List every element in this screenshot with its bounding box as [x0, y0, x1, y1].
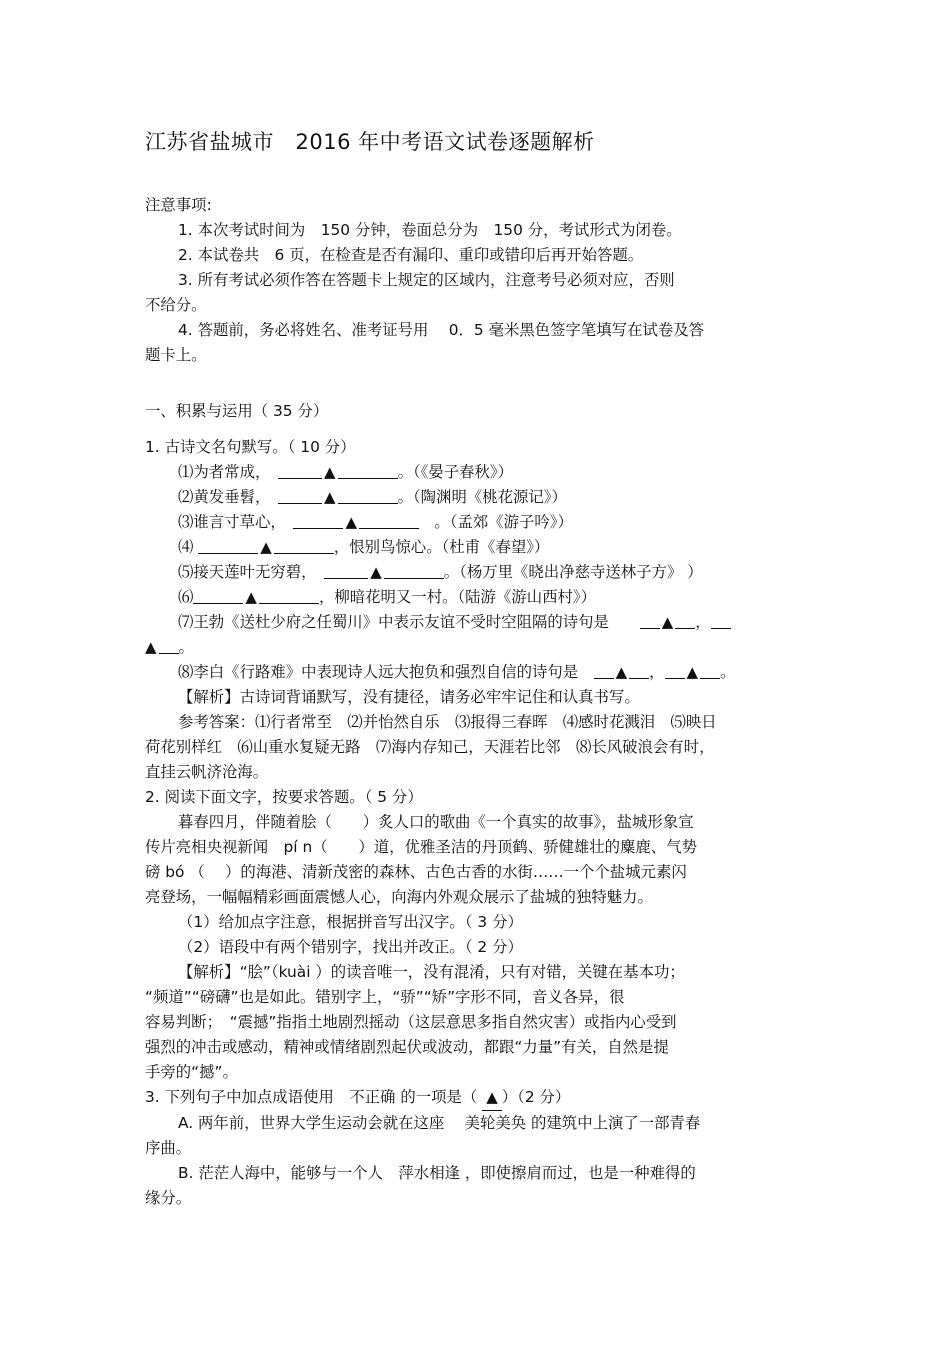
triangle-mark-icon: ▲	[370, 563, 382, 581]
dictation-line	[145, 585, 815, 610]
dictation-prompt: ⑸接天莲叶无穷碧，	[178, 563, 325, 581]
answer-blank	[594, 662, 614, 679]
dictation-line-cont	[145, 635, 815, 660]
comma: ，	[695, 613, 711, 631]
answer-blank	[278, 487, 322, 504]
dictation-prompt: ⑵黄发垂髫，	[178, 488, 279, 506]
answer-text: 直挂云帆济沧海。	[145, 763, 269, 781]
dictation-source: 。（《晏子春秋》）	[397, 463, 514, 481]
triangle-mark-icon: ▲	[661, 613, 674, 631]
answer-blank	[324, 562, 368, 579]
answer-blank	[700, 662, 720, 679]
answer-text: 荷花别样红 ⑹山重水复疑无路 ⑺海内存知己，天涯若比邻 ⑻长风破浪会有时，	[145, 738, 715, 756]
option-b-cont: 缘分。	[145, 1189, 192, 1207]
answer-blank	[665, 662, 685, 679]
question-3-text: 3. 下列句子中加点成语使用 不正确 的一项是（	[145, 1088, 483, 1106]
triangle-mark-icon: ▲	[145, 638, 157, 656]
triangle-mark-icon: ▲	[324, 488, 336, 506]
triangle-mark-icon: ▲	[324, 463, 336, 481]
dictation-prompt: ⑷	[178, 538, 199, 556]
triangle-mark-icon: ▲	[686, 663, 699, 681]
option-a: A. 两年前，世界大学生运动会就在这座 美轮美奂 的建筑中上演了一部青春	[178, 1114, 701, 1132]
question-1-title: 1. 古诗文名句默写。（ 10 分）	[145, 438, 356, 456]
dictation-source: ，柳暗花明又一村。（陆游《游山西村》）	[318, 588, 596, 606]
notice-item-cont: 题卡上。	[145, 346, 207, 364]
dictation-line	[145, 510, 815, 535]
dictation-source: 。（孟郊《游子吟》）	[418, 513, 573, 531]
analysis-text: 手旁的“撼”。	[145, 1063, 238, 1081]
notice-item-cont: 不给分。	[145, 296, 207, 314]
triangle-mark-icon: ▲	[615, 663, 628, 681]
document-body	[145, 193, 815, 1211]
dictation-line	[145, 460, 815, 485]
notice-item: 3. 所有考试必须作答在答题卡上规定的区域内，注意考号必须对应，否则	[178, 271, 675, 289]
triangle-mark-icon: ▲	[260, 538, 272, 556]
option-a-cont: 序曲。	[145, 1139, 192, 1157]
analysis-text: 【解析】古诗词背诵默写，没有捷径，请务必牢牢记住和认真书写。	[178, 688, 640, 706]
period: 。	[720, 663, 736, 681]
dictation-source: 。（陶渊明《桃花源记》）	[397, 488, 567, 506]
notice-heading: 注意事项:	[145, 196, 212, 214]
answer-blank	[338, 487, 398, 504]
passage-line: 亮登场，一幅幅精彩画面震憾人心，向海内外观众展示了盐城的独特魅力。	[145, 888, 653, 906]
passage-line: 暮春四月，伴随着脍（ ）炙人口的歌曲《一个真实的故事》，盐城形象宣	[178, 813, 694, 831]
question-3-title	[145, 1085, 815, 1111]
answer-text: 参考答案：⑴行者常至 ⑵并怡然自乐 ⑶报得三春晖 ⑷感时花溅泪 ⑸映日	[178, 713, 717, 731]
analysis-text: 强烈的冲击或感动，精神或情绪剧烈起伏或波动，都跟“力量”有关，自然是提	[145, 1038, 669, 1056]
dictation-prompt: ⑴为者常成，	[178, 463, 279, 481]
period: 。	[178, 638, 194, 656]
answer-blank	[629, 662, 649, 679]
dictation-line	[145, 535, 815, 560]
analysis-text: “频道”“磅礴”也是如此。错别字上，“骄”“矫”字形不同，音义各异，很	[145, 988, 625, 1006]
section-heading: 一、积累与运用（ 35 分）	[145, 402, 329, 420]
sub-question: （2）语段中有两个错别字，找出并改正。（ 2 分）	[178, 938, 523, 956]
dictation-line	[145, 610, 815, 635]
passage-line: 磅 bó （ ）的海港、清新茂密的森林、古色古香的水街……一个个盐城元素闪	[145, 863, 687, 881]
notice-item: 2. 本试卷共 6 页，在检查是否有漏印、重印或错印后再开始答题。	[178, 246, 644, 264]
passage-line: 传片亮相央视新闻 pí n（ ）道，优雅圣洁的丹顶鹤、骄健雄壮的麋鹿、气势	[145, 838, 697, 856]
answer-blank	[274, 537, 334, 554]
question-2-title: 2. 阅读下面文字，按要求答题。（ 5 分）	[145, 788, 423, 806]
dictation-prompt: ⑹	[178, 588, 194, 606]
dictation-prompt: ⑶谁言寸草心，	[178, 513, 294, 531]
answer-blank	[675, 612, 695, 629]
answer-blank	[359, 512, 419, 529]
answer-blank	[640, 612, 660, 629]
dictation-line	[145, 660, 815, 685]
answer-blank	[198, 537, 258, 554]
triangle-mark-icon: ▲	[245, 588, 257, 606]
dictation-line	[145, 560, 815, 585]
analysis-text: 容易判断； “震撼”指指土地剧烈摇动（这层意思多指自然灾害）或指内心受到	[145, 1013, 677, 1031]
answer-blank	[259, 587, 319, 604]
question-3-points: ）（2 分）	[501, 1088, 571, 1106]
dictation-prompt: ⑻李白《行路难》中表现诗人远大抱负和强烈自信的诗句是	[178, 663, 579, 681]
answer-blank	[711, 612, 731, 629]
answer-blank	[159, 637, 179, 654]
answer-blank	[193, 587, 243, 604]
answer-blank	[384, 562, 444, 579]
option-b: B. 茫茫人海中，能够与一个人 萍水相逢 ，即使擦肩而过，也是一种难得的	[178, 1164, 696, 1182]
analysis-text: 【解析】“脍”（kuài ）的读音唯一，没有混淆，只有对错，关键在基本功；	[178, 963, 685, 981]
answer-blank	[278, 462, 322, 479]
answer-blank	[293, 512, 343, 529]
answer-blank	[338, 462, 398, 479]
dictation-prompt: ⑺王勃《送杜少府之任蜀川》中表示友谊不受时空阻隔的诗句是	[178, 613, 609, 631]
document-title: 江苏省盐城市 2016 年中考语文试卷逐题解析	[145, 130, 595, 154]
notice-item: 1. 本次考试时间为 150 分钟，卷面总分为 150 分，考试形式为闭卷。	[178, 221, 682, 239]
dictation-source: ，恨别鸟惊心。（杜甫《春望》）	[333, 538, 550, 556]
dictation-source: 。（杨万里《晓出净慈寺送林子方》 ）	[443, 563, 703, 581]
triangle-mark-icon: ▲	[345, 513, 357, 531]
dictation-line	[145, 485, 815, 510]
sub-question: （1）给加点字注意，根据拼音写出汉字。（ 3 分）	[178, 913, 523, 931]
triangle-mark-icon: ▲	[482, 1085, 502, 1111]
comma: ，	[649, 663, 665, 681]
notice-item: 4. 答题前，务必将姓名、准考证号用 0．5 毫米黑色签字笔填写在试卷及答	[178, 321, 705, 339]
